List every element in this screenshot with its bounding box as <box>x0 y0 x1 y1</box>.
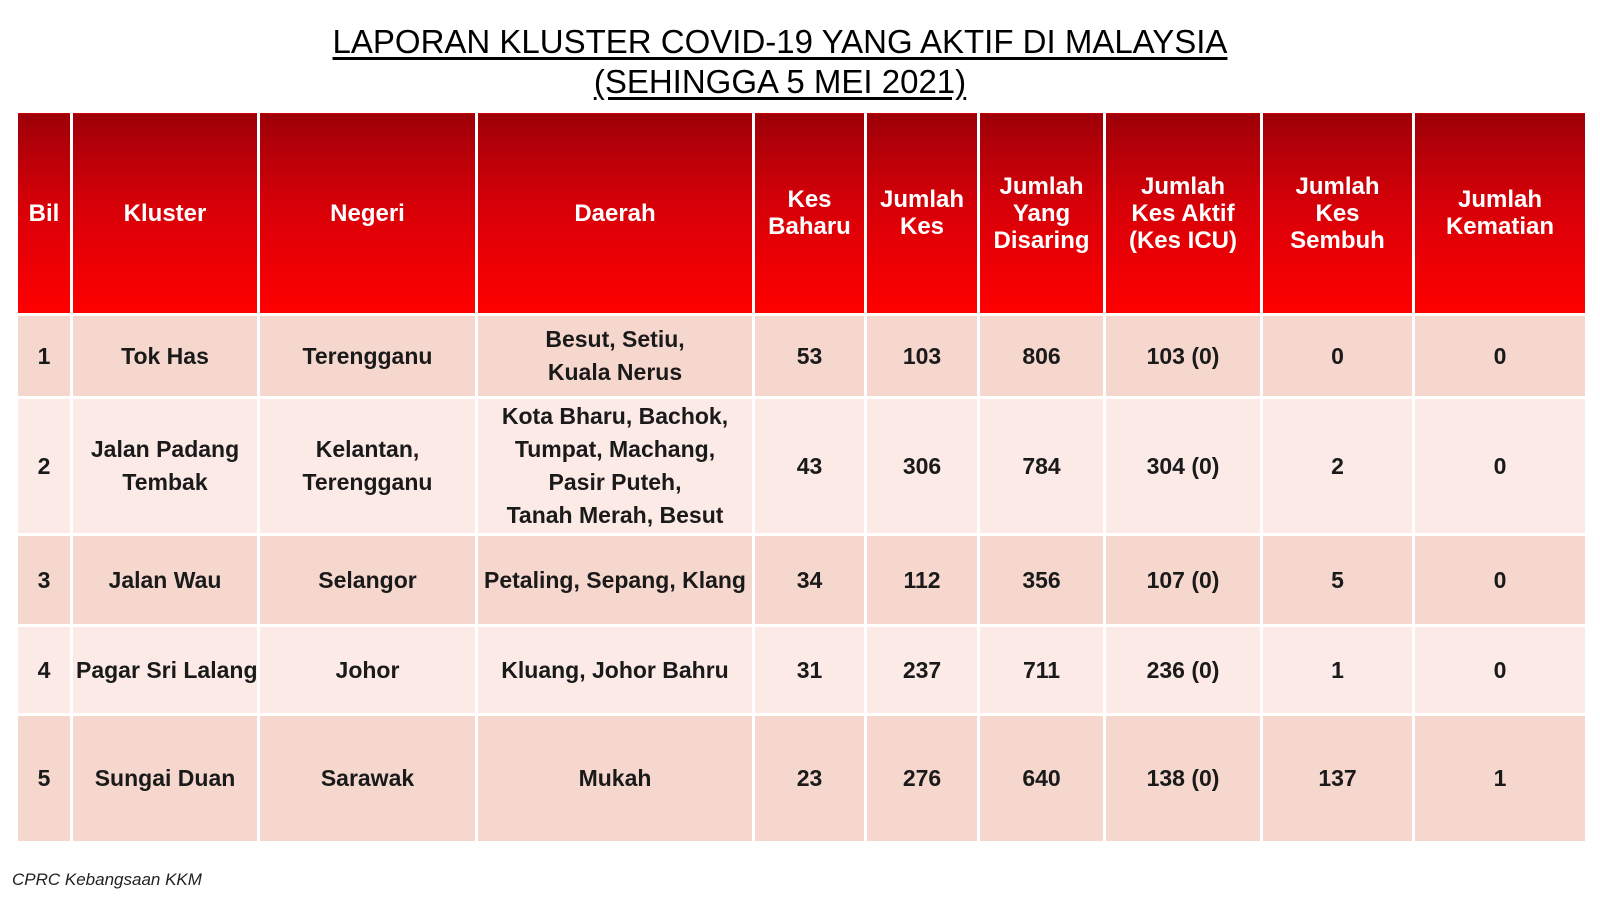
cell-kluster: Tok Has <box>72 315 259 398</box>
cell-negeri: Selangor <box>259 535 477 626</box>
cell-jumlah-kes: 103 <box>866 315 979 398</box>
header-daerah: Daerah <box>477 112 754 315</box>
cell-jumlah-sembuh: 2 <box>1262 398 1414 535</box>
cell-kluster: Pagar Sri Lalang <box>72 626 259 715</box>
cell-negeri: Terengganu <box>259 315 477 398</box>
cell-kes-baharu: 53 <box>754 315 866 398</box>
cell-jumlah-sembuh: 1 <box>1262 626 1414 715</box>
cell-jumlah-kematian: 0 <box>1414 315 1587 398</box>
cell-jumlah-sembuh: 137 <box>1262 715 1414 843</box>
cell-kes-aktif: 304 (0) <box>1105 398 1262 535</box>
cell-jumlah-kematian: 0 <box>1414 398 1587 535</box>
cell-daerah: Kota Bharu, Bachok, Tumpat, Machang, Pasir Puteh, Tanah Merah, Besut <box>477 398 754 535</box>
cell-bil: 1 <box>17 315 72 398</box>
cell-daerah: Petaling, Sepang, Klang <box>477 535 754 626</box>
cell-jumlah-kematian: 0 <box>1414 626 1587 715</box>
header-kes-aktif: Jumlah Kes Aktif (Kes ICU) <box>1105 112 1262 315</box>
table-row <box>17 626 1587 715</box>
table-row <box>17 315 1587 398</box>
cell-jumlah-kes: 306 <box>866 398 979 535</box>
cell-kes-aktif: 138 (0) <box>1105 715 1262 843</box>
header-negeri: Negeri <box>259 112 477 315</box>
cluster-table <box>15 110 1588 844</box>
report-title <box>0 22 1560 102</box>
cell-kluster: Jalan Padang Tembak <box>72 398 259 535</box>
header-jumlah-disaring: Jumlah Yang Disaring <box>979 112 1105 315</box>
cell-kes-baharu: 43 <box>754 398 866 535</box>
table-row <box>17 398 1587 535</box>
title-line-1: LAPORAN KLUSTER COVID-19 YANG AKTIF DI MALAYSIA <box>332 23 1228 60</box>
cell-kes-aktif: 236 (0) <box>1105 626 1262 715</box>
cell-daerah: Kluang, Johor Bahru <box>477 626 754 715</box>
table-row <box>17 715 1587 843</box>
cell-kluster: Jalan Wau <box>72 535 259 626</box>
cell-jumlah-kes: 276 <box>866 715 979 843</box>
cell-negeri: Johor <box>259 626 477 715</box>
cell-jumlah-sembuh: 5 <box>1262 535 1414 626</box>
cell-negeri: Kelantan, Terengganu <box>259 398 477 535</box>
cell-jumlah-disaring: 784 <box>979 398 1105 535</box>
cell-jumlah-kes: 112 <box>866 535 979 626</box>
source-credit: CPRC Kebangsaan KKM <box>12 870 202 889</box>
header-row <box>17 112 1587 315</box>
cell-jumlah-kes: 237 <box>866 626 979 715</box>
cell-kes-aktif: 107 (0) <box>1105 535 1262 626</box>
cell-jumlah-disaring: 711 <box>979 626 1105 715</box>
cell-jumlah-disaring: 356 <box>979 535 1105 626</box>
header-jumlah-kes: Jumlah Kes <box>866 112 979 315</box>
header-kluster: Kluster <box>72 112 259 315</box>
cell-jumlah-sembuh: 0 <box>1262 315 1414 398</box>
header-bil: Bil <box>17 112 72 315</box>
header-jumlah-sembuh: Jumlah Kes Sembuh <box>1262 112 1414 315</box>
cell-bil: 2 <box>17 398 72 535</box>
table-row <box>17 535 1587 626</box>
title-line-2: (SEHINGGA 5 MEI 2021) <box>593 63 967 100</box>
cell-jumlah-disaring: 806 <box>979 315 1105 398</box>
header-kes-baharu: Kes Baharu <box>754 112 866 315</box>
cell-kluster: Sungai Duan <box>72 715 259 843</box>
cell-kes-baharu: 34 <box>754 535 866 626</box>
cell-kes-baharu: 31 <box>754 626 866 715</box>
header-jumlah-kematian: Jumlah Kematian <box>1414 112 1587 315</box>
cell-bil: 4 <box>17 626 72 715</box>
cell-daerah: Besut, Setiu, Kuala Nerus <box>477 315 754 398</box>
cell-jumlah-disaring: 640 <box>979 715 1105 843</box>
cell-negeri: Sarawak <box>259 715 477 843</box>
cell-daerah: Mukah <box>477 715 754 843</box>
cell-kes-baharu: 23 <box>754 715 866 843</box>
cell-jumlah-kematian: 1 <box>1414 715 1587 843</box>
cell-jumlah-kematian: 0 <box>1414 535 1587 626</box>
cell-bil: 3 <box>17 535 72 626</box>
cell-kes-aktif: 103 (0) <box>1105 315 1262 398</box>
cell-bil: 5 <box>17 715 72 843</box>
